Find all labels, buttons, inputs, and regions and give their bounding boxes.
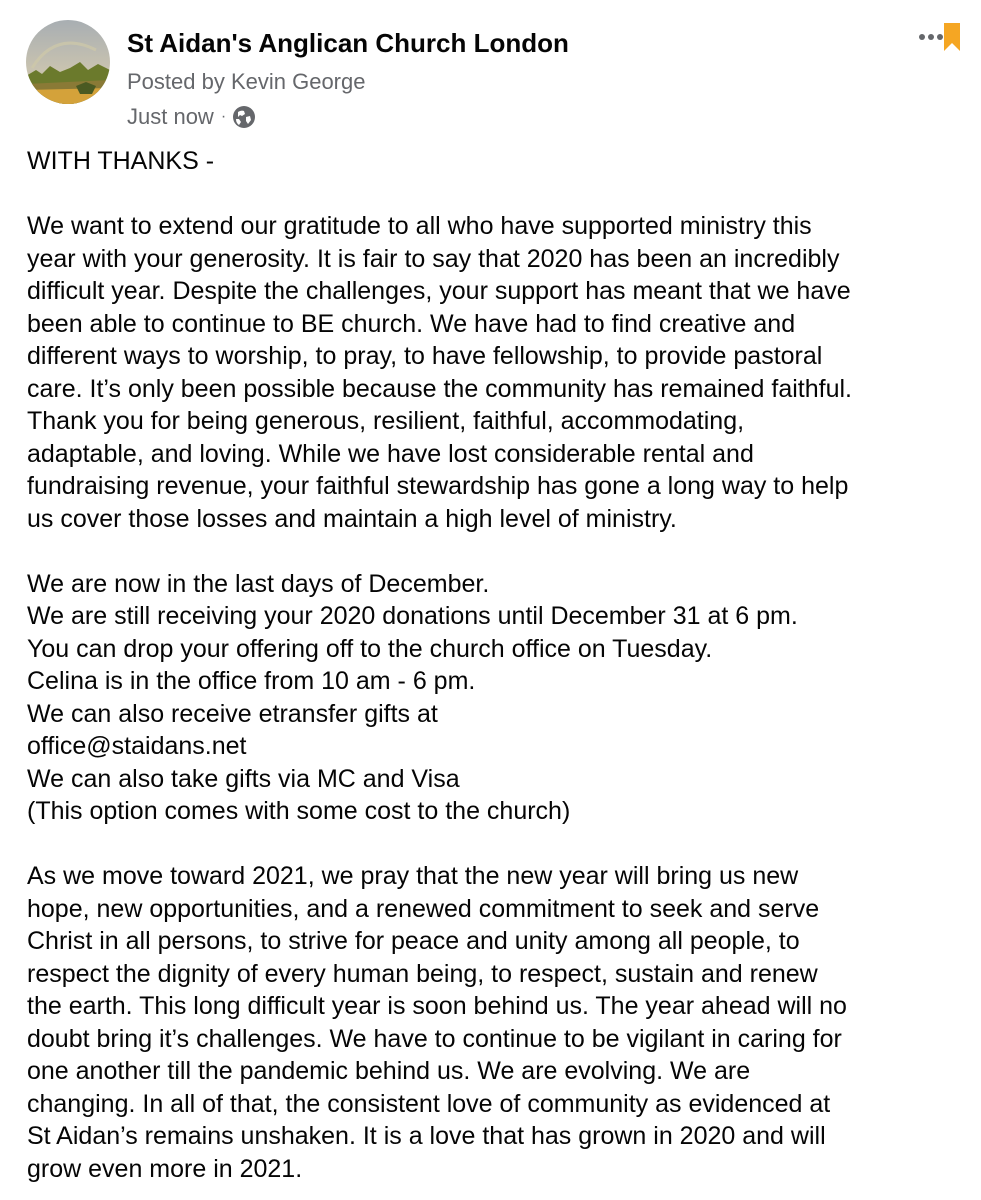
- email-text: office@staidans.net: [27, 732, 247, 760]
- post-timestamp[interactable]: Just now: [127, 104, 214, 129]
- page-name[interactable]: St Aidan's Anglican Church London: [127, 28, 569, 58]
- more-horizontal-icon[interactable]: [918, 30, 944, 44]
- text-line: hope, new opportunities, and a renewed commitment to seek and serve: [27, 894, 820, 923]
- text-line: fundraising revenue, your faithful stewardship has gone a long way to help: [27, 472, 849, 500]
- post-meta: [127, 102, 256, 132]
- text-line: care. It’s only been possible because the community has remained faithful.: [27, 374, 852, 403]
- text-line: St Aidan’s remains unshaken. It is a love that has grown in 2020 and will: [27, 1122, 826, 1150]
- text-line: adaptable, and loving. While we have lost considerable rental and: [27, 439, 754, 468]
- text-line: We want to extend our gratitude to all who have supported ministry this: [27, 212, 812, 240]
- text-line: the earth. This long difficult year is soon behind us. The year ahead will no: [27, 992, 847, 1020]
- text-line: changing. In all of that, the consistent love of community as evidenced at: [27, 1089, 831, 1118]
- post-body: [27, 145, 967, 1185]
- text-line: As we move toward 2021, we pray that the new year will bring us new: [27, 862, 799, 890]
- text-line: Thank you for being generous, resilient, faithful, accommodating,: [27, 407, 745, 435]
- post-header: [0, 0, 981, 140]
- posted-by: Posted by Kevin George: [127, 69, 366, 94]
- text-line: Christ in all persons, to strive for peace and unity among all people, to: [27, 927, 800, 955]
- text-line: doubt bring it’s challenges. We have to continue to be vigilant in caring for: [27, 1024, 842, 1053]
- text-line: We are now in the last days of December.: [27, 569, 490, 598]
- text-line: We can also take gifts via MC and Visa: [27, 764, 460, 793]
- avatar-image: [26, 20, 110, 104]
- post-heading: [27, 145, 967, 178]
- globe-icon[interactable]: [232, 105, 256, 129]
- text-line: grow even more in 2021.: [27, 1154, 303, 1183]
- paragraph-gratitude: [27, 210, 967, 535]
- text-line: different ways to worship, to pray, to have fellowship, to provide pastoral: [27, 342, 823, 370]
- meta-separator: ·: [220, 108, 227, 125]
- text-line: (This option comes with some cost to the church): [27, 797, 571, 825]
- bookmark-icon[interactable]: [943, 22, 961, 52]
- text-line: one another till the pandemic behind us. We are evolving. We are: [27, 1057, 751, 1085]
- text-line: Celina is in the office from 10 am - 6 pm.: [27, 667, 476, 695]
- text-line: year with your generosity. It is fair to say that 2020 has been an incredibly: [27, 244, 840, 273]
- paragraph-new-year: [27, 860, 967, 1185]
- text-line: We are still receiving your 2020 donations until December 31 at 6 pm.: [27, 602, 798, 630]
- text-line: been able to continue to BE church. We have had to find creative and: [27, 309, 796, 338]
- avatar[interactable]: [26, 20, 110, 104]
- text-line: us cover those losses and maintain a high level of ministry.: [27, 504, 677, 533]
- text-line: WITH THANKS -: [27, 147, 215, 175]
- text-line: You can drop your offering off to the church office on Tuesday.: [27, 634, 713, 663]
- text-line: We can also receive etransfer gifts at: [27, 699, 438, 728]
- paragraph-donations: [27, 568, 967, 828]
- text-line: respect the dignity of every human being, to respect, sustain and renew: [27, 959, 818, 988]
- text-line: difficult year. Despite the challenges, your support has meant that we have: [27, 277, 851, 305]
